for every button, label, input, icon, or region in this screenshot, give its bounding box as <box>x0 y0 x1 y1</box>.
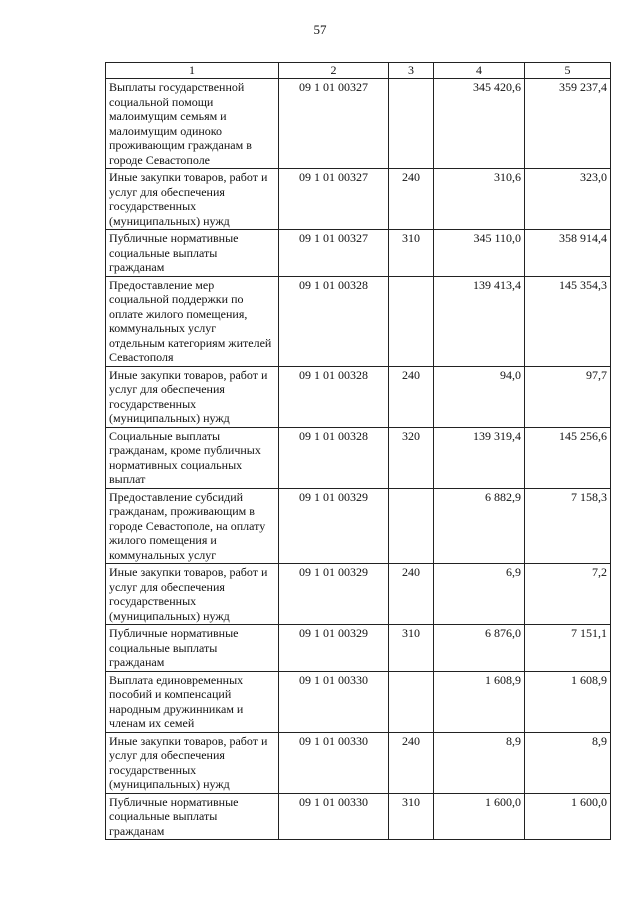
cell-description: Предоставление субсидий гражданам, проживающим в городе Севастополе, на оплату жилого помещения и коммунальных услуг <box>106 488 279 564</box>
table-row <box>106 276 611 366</box>
cell-amount-col4: 1 608,9 <box>434 671 525 732</box>
cell-description: Иные закупки товаров, работ и услуг для обеспечения государственных (муниципальных) нужд <box>106 564 279 625</box>
cell-expense-type: 240 <box>389 169 434 230</box>
cell-amount-col4: 310,6 <box>434 169 525 230</box>
cell-target-code: 09 1 01 00328 <box>279 366 389 427</box>
table-row <box>106 230 611 277</box>
cell-target-code: 09 1 01 00329 <box>279 564 389 625</box>
cell-expense-type <box>389 79 434 169</box>
cell-target-code: 09 1 01 00327 <box>279 79 389 169</box>
cell-description: Выплаты государственной социальной помощи малоимущим семьям и малоимущим одиноко проживающим гражданам в городе Севастополе <box>106 79 279 169</box>
cell-expense-type: 240 <box>389 366 434 427</box>
cell-amount-col4: 6 876,0 <box>434 625 525 672</box>
cell-amount-col5: 145 354,3 <box>525 276 611 366</box>
cell-amount-col4: 94,0 <box>434 366 525 427</box>
cell-amount-col5: 358 914,4 <box>525 230 611 277</box>
cell-expense-type: 240 <box>389 732 434 793</box>
cell-description: Предоставление мер социальной поддержки по оплате жилого помещения, коммунальных услуг отдельным категориям жителей Севастополя <box>106 276 279 366</box>
cell-description: Публичные нормативные социальные выплаты гражданам <box>106 230 279 277</box>
cell-amount-col5: 7,2 <box>525 564 611 625</box>
column-header-2: 2 <box>279 63 389 79</box>
table-row <box>106 671 611 732</box>
cell-amount-col5: 97,7 <box>525 366 611 427</box>
cell-target-code: 09 1 01 00330 <box>279 732 389 793</box>
column-header-4: 4 <box>434 63 525 79</box>
cell-amount-col4: 1 600,0 <box>434 793 525 840</box>
cell-target-code: 09 1 01 00328 <box>279 276 389 366</box>
table-body <box>106 79 611 840</box>
cell-expense-type: 310 <box>389 625 434 672</box>
cell-target-code: 09 1 01 00329 <box>279 488 389 564</box>
cell-description: Публичные нормативные социальные выплаты гражданам <box>106 793 279 840</box>
table-header-row <box>106 63 611 79</box>
cell-expense-type <box>389 276 434 366</box>
cell-amount-col4: 139 319,4 <box>434 427 525 488</box>
cell-target-code: 09 1 01 00327 <box>279 230 389 277</box>
cell-target-code: 09 1 01 00327 <box>279 169 389 230</box>
cell-expense-type: 240 <box>389 564 434 625</box>
cell-target-code: 09 1 01 00330 <box>279 793 389 840</box>
cell-amount-col4: 345 420,6 <box>434 79 525 169</box>
cell-description: Выплата единовременных пособий и компенсаций народным дружинникам и членам их семей <box>106 671 279 732</box>
cell-description: Иные закупки товаров, работ и услуг для обеспечения государственных (муниципальных) нужд <box>106 366 279 427</box>
cell-amount-col5: 359 237,4 <box>525 79 611 169</box>
table-row <box>106 488 611 564</box>
cell-expense-type: 310 <box>389 793 434 840</box>
table-row <box>106 366 611 427</box>
table-row <box>106 427 611 488</box>
column-header-5: 5 <box>525 63 611 79</box>
table-row <box>106 79 611 169</box>
cell-amount-col4: 6,9 <box>434 564 525 625</box>
cell-description: Публичные нормативные социальные выплаты гражданам <box>106 625 279 672</box>
cell-description: Иные закупки товаров, работ и услуг для обеспечения государственных (муниципальных) нужд <box>106 732 279 793</box>
cell-amount-col5: 1 608,9 <box>525 671 611 732</box>
cell-description: Социальные выплаты гражданам, кроме публичных нормативных социальных выплат <box>106 427 279 488</box>
table-row <box>106 169 611 230</box>
cell-amount-col5: 323,0 <box>525 169 611 230</box>
cell-amount-col4: 139 413,4 <box>434 276 525 366</box>
table-row <box>106 732 611 793</box>
cell-expense-type: 320 <box>389 427 434 488</box>
cell-description: Иные закупки товаров, работ и услуг для обеспечения государственных (муниципальных) нужд <box>106 169 279 230</box>
cell-amount-col5: 1 600,0 <box>525 793 611 840</box>
column-header-1: 1 <box>106 63 279 79</box>
table-row <box>106 625 611 672</box>
page-number: 57 <box>313 22 327 37</box>
cell-expense-type <box>389 488 434 564</box>
cell-amount-col4: 6 882,9 <box>434 488 525 564</box>
table-row <box>106 564 611 625</box>
cell-amount-col4: 345 110,0 <box>434 230 525 277</box>
cell-amount-col5: 145 256,6 <box>525 427 611 488</box>
cell-amount-col5: 8,9 <box>525 732 611 793</box>
cell-amount-col5: 7 158,3 <box>525 488 611 564</box>
table-row <box>106 793 611 840</box>
cell-expense-type: 310 <box>389 230 434 277</box>
column-header-3: 3 <box>389 63 434 79</box>
cell-amount-col5: 7 151,1 <box>525 625 611 672</box>
cell-target-code: 09 1 01 00328 <box>279 427 389 488</box>
cell-amount-col4: 8,9 <box>434 732 525 793</box>
budget-table <box>105 62 611 840</box>
cell-expense-type <box>389 671 434 732</box>
cell-target-code: 09 1 01 00330 <box>279 671 389 732</box>
cell-target-code: 09 1 01 00329 <box>279 625 389 672</box>
